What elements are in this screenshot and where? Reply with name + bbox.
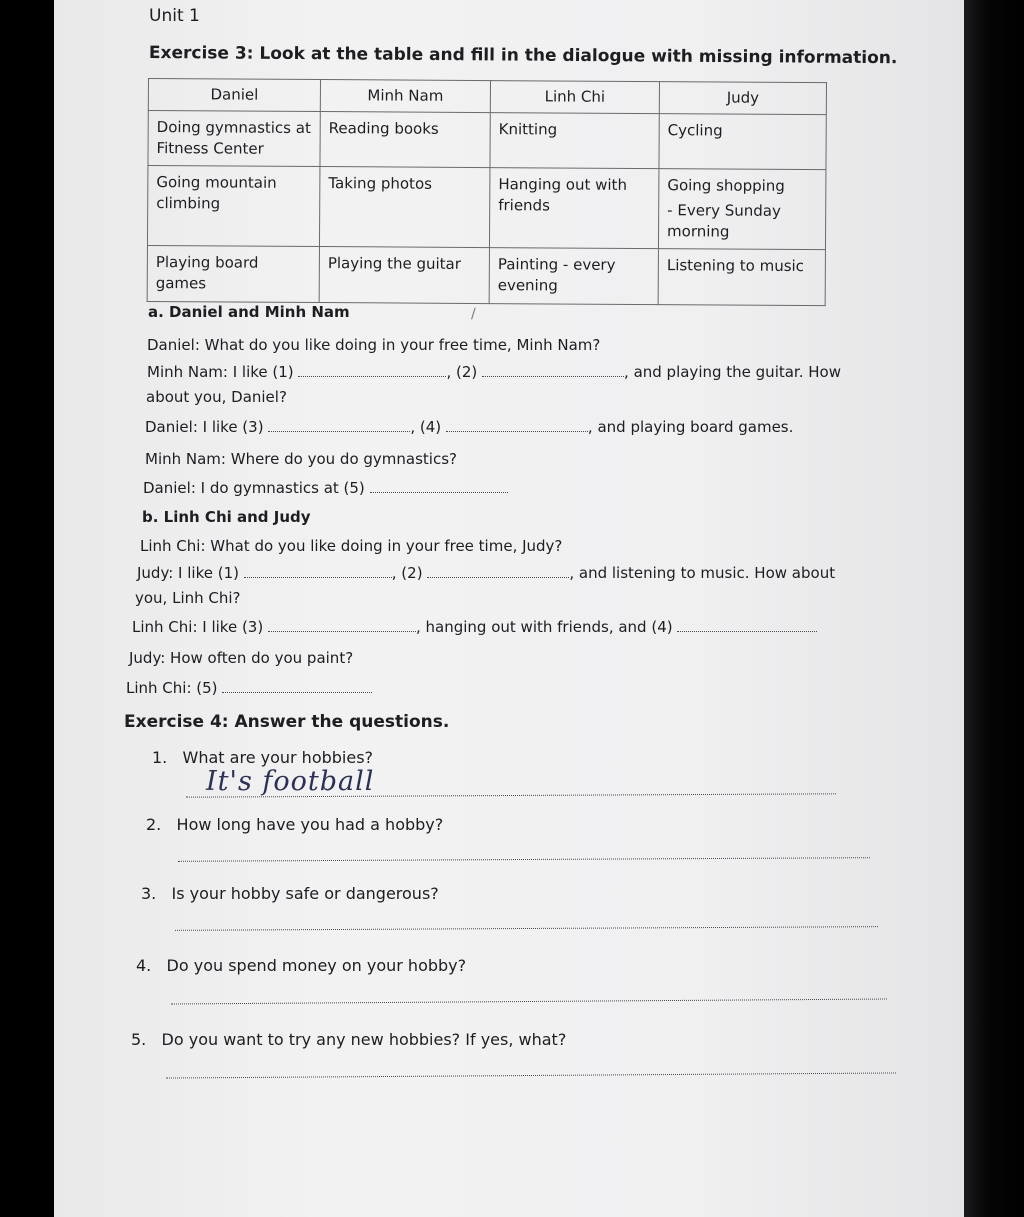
- part-a-title: a. Daniel and Minh Nam: [148, 303, 350, 321]
- question-number: 4.: [136, 956, 152, 975]
- blank-field[interactable]: [222, 691, 372, 693]
- dialogue-text: Judy: I like (1): [137, 564, 239, 582]
- table-row: [147, 166, 825, 250]
- dialogue-text: Linh Chi: I like (3): [132, 618, 264, 636]
- table-cell: [658, 169, 825, 250]
- blank-field[interactable]: [268, 430, 410, 432]
- question-text: What are your hobbies?: [182, 748, 374, 767]
- question-text: Do you want to try any new hobbies? If yes, what?: [161, 1030, 567, 1049]
- question-text: Do you spend money on your hobby?: [166, 956, 467, 975]
- dialogue-text: , and listening to music. How about: [569, 564, 836, 582]
- dialogue-text: , hanging out with friends, and (4): [415, 618, 673, 636]
- dialogue-text: Daniel: I do gymnastics at (5): [143, 479, 365, 497]
- question-item: [141, 884, 439, 903]
- table-cell: Reading books: [320, 112, 490, 168]
- question-item: [131, 1030, 566, 1049]
- question-text: Is your hobby safe or dangerous?: [171, 884, 439, 903]
- dialogue-line: Daniel: What do you like doing in your free time, Minh Nam?: [147, 336, 601, 354]
- blank-field[interactable]: [482, 375, 624, 377]
- question-item: [136, 956, 466, 975]
- exercise3-heading: Exercise 3: Look at the table and fill in the dialogue with missing information.: [148, 43, 898, 69]
- dialogue-text: , and playing the guitar. How: [624, 363, 841, 381]
- table-cell: Taking photos: [319, 167, 489, 248]
- table-row: [147, 245, 825, 305]
- dialogue-text: Daniel: I like (3): [145, 418, 264, 436]
- pencil-tick-mark: ∕: [471, 306, 476, 322]
- dialogue-line: Minh Nam: Where do you do gymnastics?: [145, 450, 457, 468]
- dialogue-line: [147, 363, 841, 381]
- blank-field[interactable]: [370, 491, 508, 493]
- dialogue-line: you, Linh Chi?: [135, 589, 241, 607]
- table-header-row: [148, 79, 826, 115]
- hobby-table: [147, 78, 827, 306]
- dialogue-line: about you, Daniel?: [146, 388, 287, 406]
- dialogue-line: [132, 618, 817, 636]
- dialogue-line: [143, 479, 508, 497]
- question-text: How long have you had a hobby?: [176, 815, 444, 834]
- blank-field[interactable]: [244, 576, 392, 578]
- dialogue-line: [137, 564, 835, 582]
- dialogue-text: , (2): [446, 363, 478, 381]
- table-header: Linh Chi: [490, 81, 659, 114]
- blank-field[interactable]: [446, 430, 588, 432]
- question-number: 1.: [152, 748, 168, 767]
- table-cell: Cycling: [659, 114, 826, 170]
- blank-field[interactable]: [427, 576, 569, 578]
- exercise4-heading: Exercise 4: Answer the questions.: [124, 712, 450, 732]
- paper-shadow-edge: [964, 0, 1024, 1217]
- dialogue-line: [145, 418, 793, 436]
- dialogue-text: , (4): [410, 418, 442, 436]
- dialogue-line: Judy: How often do you paint?: [129, 649, 354, 667]
- part-b-title: b. Linh Chi and Judy: [142, 508, 311, 526]
- dialogue-text: , (2): [391, 564, 423, 582]
- table-cell: Playing the guitar: [319, 247, 489, 304]
- unit-label: Unit 1: [149, 6, 200, 26]
- dialogue-line: Linh Chi: What do you like doing in your free time, Judy?: [140, 537, 563, 555]
- table-cell: Listening to music: [658, 249, 825, 306]
- question-item: [146, 815, 443, 834]
- table-header: Minh Nam: [320, 80, 490, 113]
- blank-field[interactable]: [298, 375, 446, 377]
- question-number: 3.: [141, 884, 157, 903]
- table-header: Judy: [659, 82, 826, 115]
- blank-field[interactable]: [677, 630, 817, 632]
- table-cell: Doing gymnastics at Fitness Center: [148, 111, 320, 167]
- dialogue-text: , and playing board games.: [587, 418, 794, 436]
- table-cell: Hanging out with friends: [489, 168, 658, 249]
- table-header: Daniel: [148, 79, 320, 112]
- table-row: [148, 111, 826, 170]
- cell-main-text: Going shopping: [667, 176, 785, 195]
- dialogue-line: [126, 679, 372, 697]
- question-number: 5.: [131, 1030, 147, 1049]
- question-number: 2.: [146, 815, 162, 834]
- question-item: [152, 748, 373, 767]
- handwritten-answer: It's football: [206, 766, 375, 797]
- blank-field[interactable]: [268, 630, 416, 632]
- table-cell: Playing board games: [147, 245, 319, 302]
- table-cell: Painting - every evening: [489, 248, 658, 305]
- table-cell: Going mountain climbing: [147, 166, 319, 247]
- cell-note-text: - Every Sunday morning: [667, 201, 781, 241]
- dialogue-text: Minh Nam: I like (1): [147, 363, 294, 381]
- table-cell: Knitting: [490, 113, 659, 169]
- dialogue-text: Linh Chi: (5): [126, 679, 218, 697]
